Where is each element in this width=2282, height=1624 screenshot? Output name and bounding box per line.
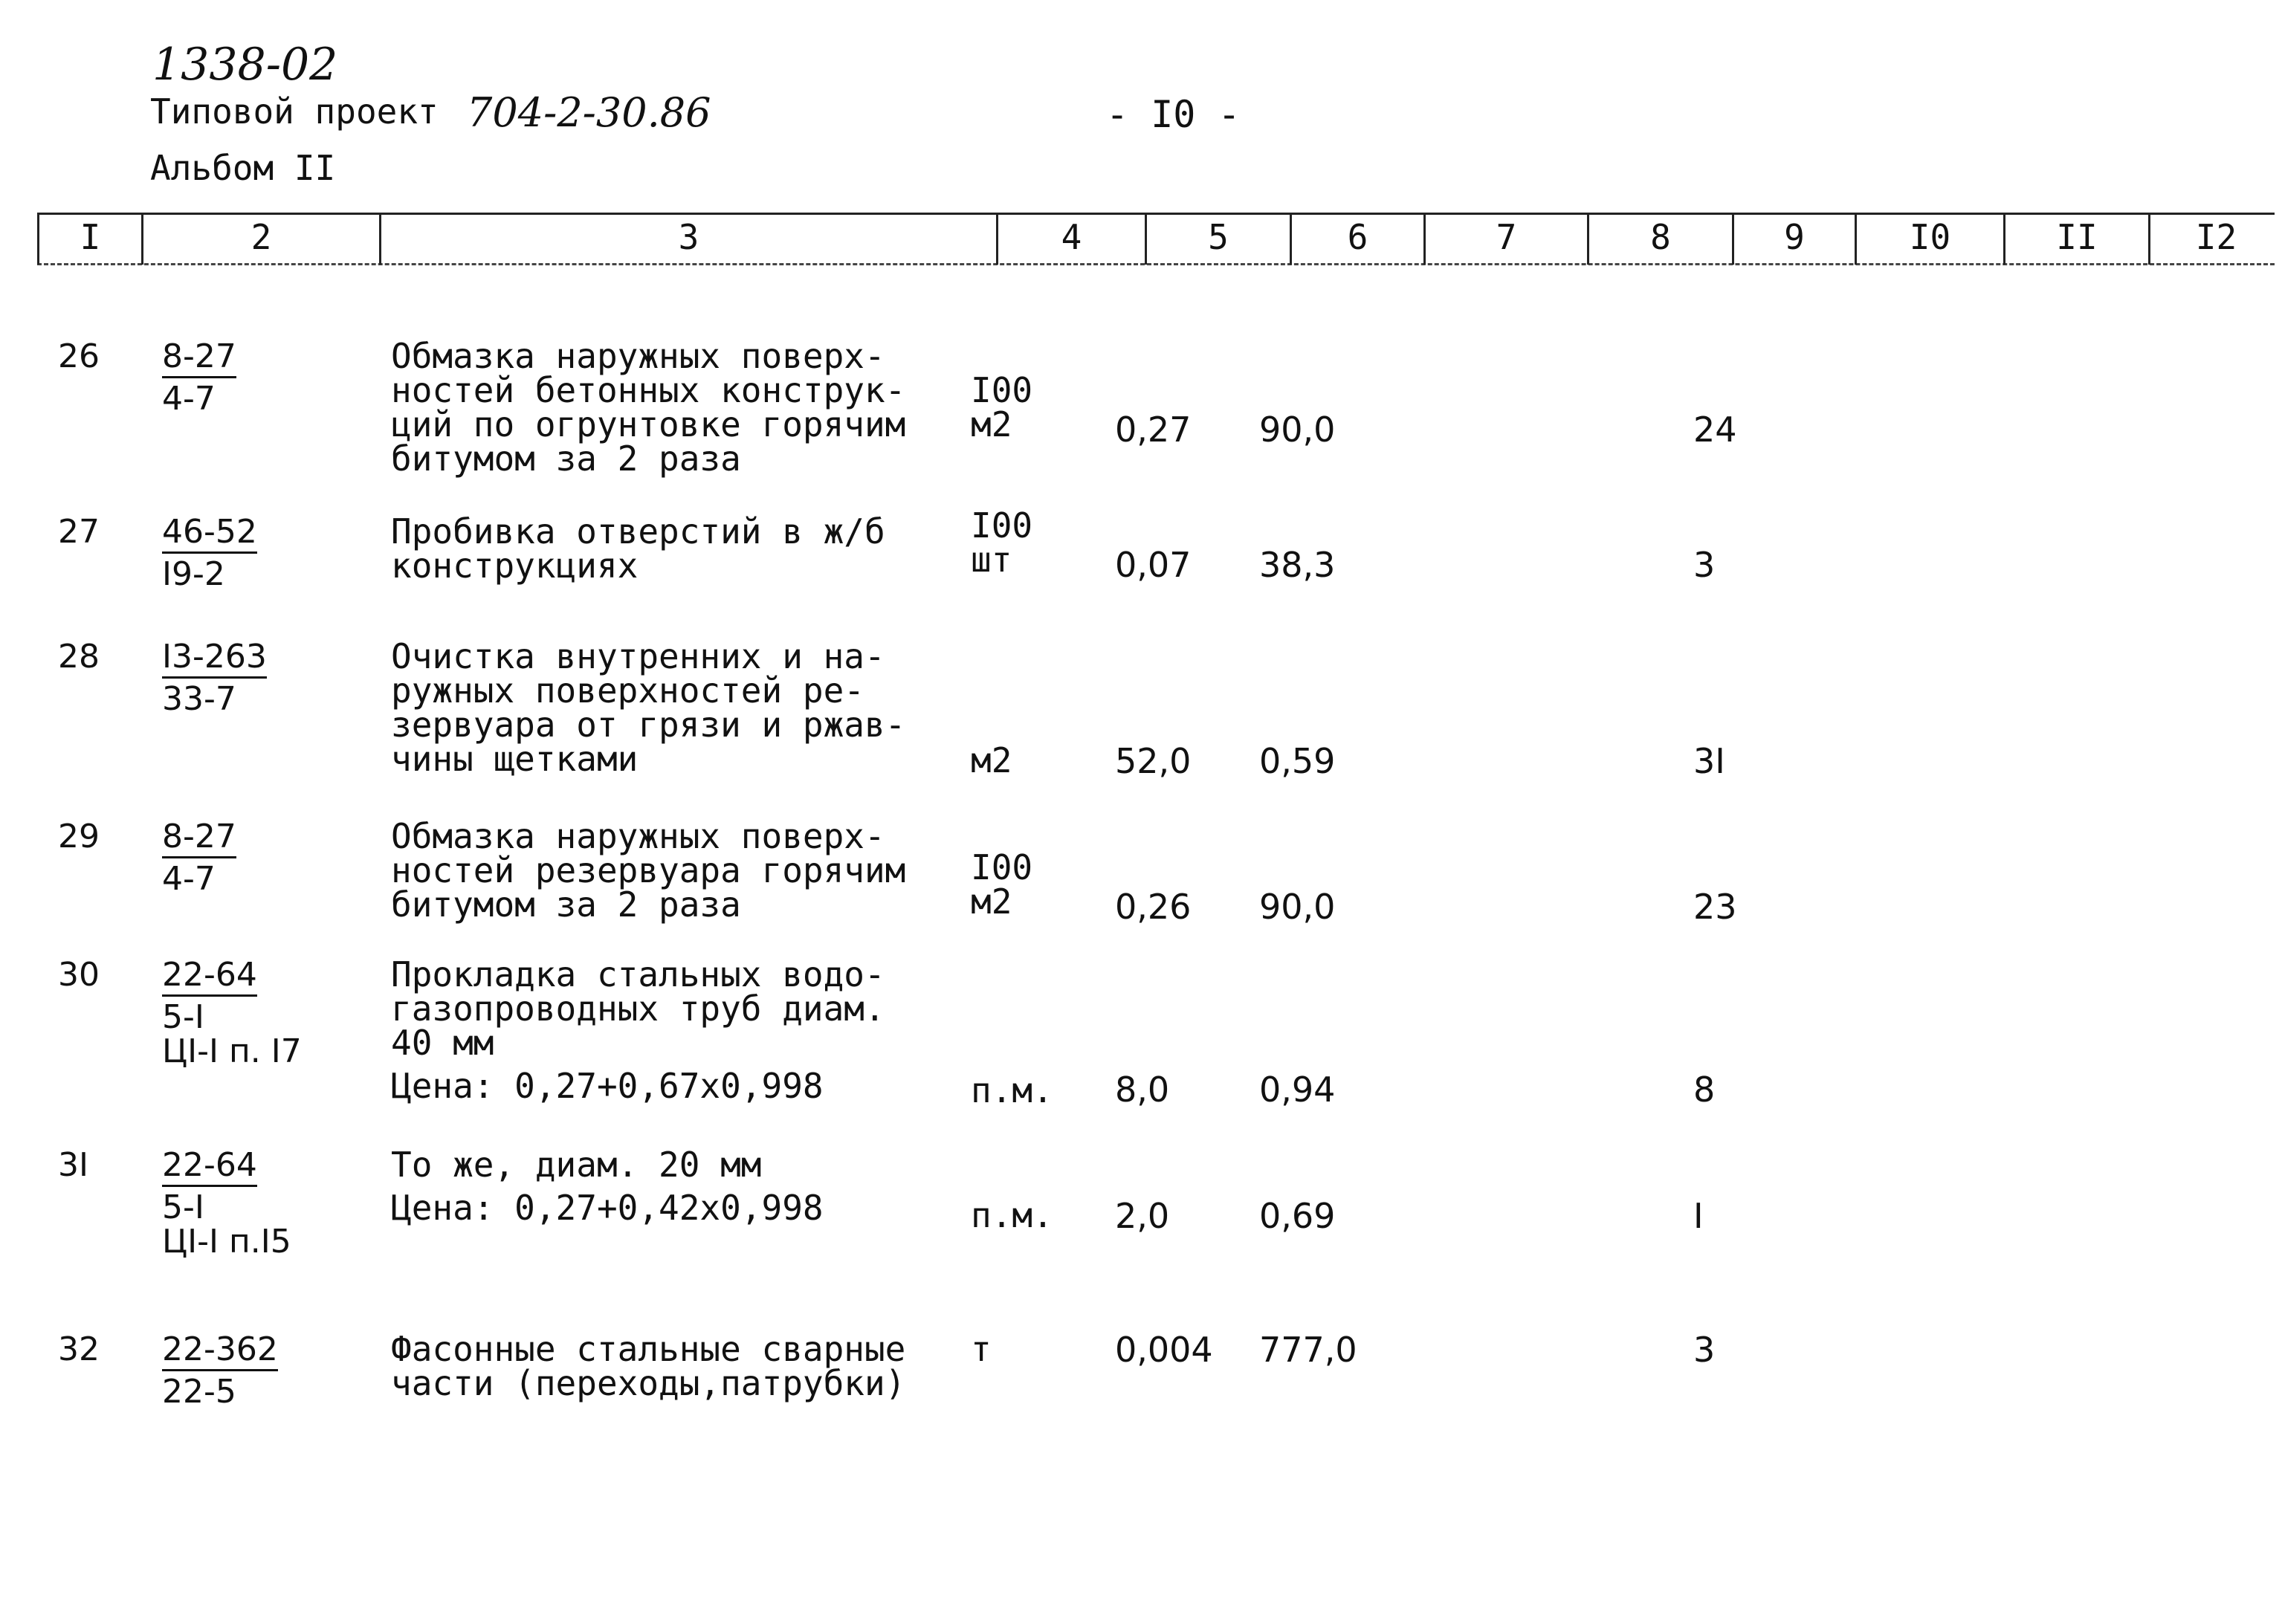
norm-code-top: I3-263 — [162, 639, 267, 679]
norm-code — [162, 957, 302, 1068]
column-header-row — [37, 213, 2282, 266]
album-label: Альбом II — [150, 148, 336, 188]
page-number: - I0 - — [1106, 93, 1241, 136]
quantity: 2,0 — [1115, 1196, 1170, 1236]
row-number: 3I — [58, 1146, 88, 1184]
unit-of-measure: п.м. — [971, 1195, 1053, 1235]
norm-code — [162, 639, 267, 717]
column-9-value: 3 — [1693, 1330, 1716, 1370]
column-header-9: 9 — [1732, 213, 1855, 265]
description-text: Обмазка наружных поверх- ностей резервуара горячим битумом за 2 раза — [391, 816, 906, 925]
column-header-8: 8 — [1587, 213, 1732, 265]
work-description — [391, 1145, 824, 1228]
unit-of-measure: I00 м2 — [971, 370, 1033, 444]
norm-code-top: 8-27 — [162, 819, 236, 858]
description-text: То же, диам. 20 мм — [391, 1145, 762, 1185]
norm-code-top: 8-27 — [162, 339, 236, 378]
row-number: 30 — [58, 956, 100, 994]
row-number: 32 — [58, 1330, 100, 1368]
work-description — [391, 816, 906, 931]
norm-code — [162, 514, 257, 592]
column-9-value: 8 — [1693, 1070, 1716, 1110]
work-description — [391, 511, 885, 592]
unit-of-measure: п.м. — [971, 1070, 1053, 1110]
norm-code-top: 22-64 — [162, 957, 257, 997]
norm-code — [162, 339, 236, 417]
column-header-2: 2 — [141, 213, 379, 265]
column-9-value: 3 — [1693, 545, 1716, 585]
norm-code — [162, 819, 236, 897]
unit-cost: 0,94 — [1259, 1070, 1336, 1110]
norm-code-bottom: 4-7 — [162, 860, 216, 898]
quantity: 8,0 — [1115, 1070, 1170, 1110]
work-description — [391, 954, 885, 1106]
price-formula: Цена: 0,27+0,67x0,998 — [391, 1066, 824, 1106]
column-9-value: I — [1693, 1196, 1704, 1236]
work-description — [391, 636, 906, 785]
project-label: Типовой проект — [150, 91, 439, 132]
price-formula: Цена: 0,27+0,42x0,998 — [391, 1188, 824, 1228]
description-text: Прокладка стальных водо- газопроводных труб диам. 40 мм — [391, 954, 885, 1063]
unit-cost: 0,59 — [1259, 741, 1336, 781]
column-header-1: I — [37, 213, 141, 265]
description-text: Очистка внутренних и на- ружных поверхностей ре- зервуара от грязи и ржав- чины щетками — [391, 636, 906, 779]
norm-code-bottom: 4-7 — [162, 380, 216, 418]
work-description — [391, 336, 906, 485]
unit-cost: 90,0 — [1259, 410, 1336, 450]
norm-code-top: 22-362 — [162, 1332, 278, 1371]
description-text: Обмазка наружных поверх- ностей бетонных конструк- ций по огрунтовке горячим битумом за 2 раза — [391, 336, 906, 479]
quantity: 52,0 — [1115, 741, 1192, 781]
column-header-5: 5 — [1145, 213, 1290, 265]
unit-of-measure: м2 — [971, 740, 1012, 780]
unit-cost: 38,3 — [1259, 545, 1336, 585]
column-header-10: I0 — [1855, 213, 2003, 265]
norm-code-bottom: 22-5 — [162, 1373, 236, 1411]
unit-of-measure: I00 м2 — [971, 847, 1033, 922]
norm-code-notes: ЦI-I п.I5 — [162, 1223, 291, 1261]
norm-code-bottom: 5-I — [162, 998, 204, 1036]
norm-code — [162, 1146, 291, 1261]
column-header-4: 4 — [996, 213, 1145, 265]
column-9-value: 24 — [1693, 410, 1737, 450]
column-9-value: 3I — [1693, 741, 1725, 781]
row-number: 26 — [58, 337, 100, 375]
unit-of-measure: I00 шт — [971, 505, 1033, 580]
unit-cost: 777,0 — [1259, 1330, 1357, 1370]
norm-code — [162, 1332, 278, 1410]
row-number: 27 — [58, 513, 100, 551]
row-number: 28 — [58, 638, 100, 676]
quantity: 0,26 — [1115, 887, 1192, 927]
unit-of-measure: т — [971, 1329, 992, 1369]
norm-code-bottom: 5-I — [162, 1188, 204, 1226]
document-code: 1338-02 — [152, 39, 338, 91]
column-9-value: 23 — [1693, 887, 1737, 927]
project-number: 704-2-30.86 — [467, 89, 711, 136]
column-header-6: 6 — [1290, 213, 1423, 265]
quantity: 0,07 — [1115, 545, 1192, 585]
row-number: 29 — [58, 818, 100, 855]
unit-cost: 0,69 — [1259, 1196, 1336, 1236]
norm-code-top: 46-52 — [162, 514, 257, 554]
unit-cost: 90,0 — [1259, 887, 1336, 927]
quantity: 0,27 — [1115, 410, 1192, 450]
norm-code-top: 22-64 — [162, 1148, 257, 1187]
column-header-11: II — [2003, 213, 2148, 265]
description-text: Пробивка отверстий в ж/б конструкциях — [391, 511, 885, 586]
norm-code-bottom: I9-2 — [162, 555, 225, 593]
quantity: 0,004 — [1115, 1330, 1213, 1370]
norm-code-bottom: 33-7 — [162, 680, 236, 718]
norm-code-notes: ЦI-I п. I7 — [162, 1032, 302, 1070]
column-header-12: I2 — [2148, 213, 2282, 265]
column-header-3: 3 — [379, 213, 996, 265]
description-text: Фасонные стальные сварные части (переходы,патрубки) — [391, 1329, 906, 1403]
work-description — [391, 1329, 906, 1409]
column-header-7: 7 — [1423, 213, 1587, 265]
